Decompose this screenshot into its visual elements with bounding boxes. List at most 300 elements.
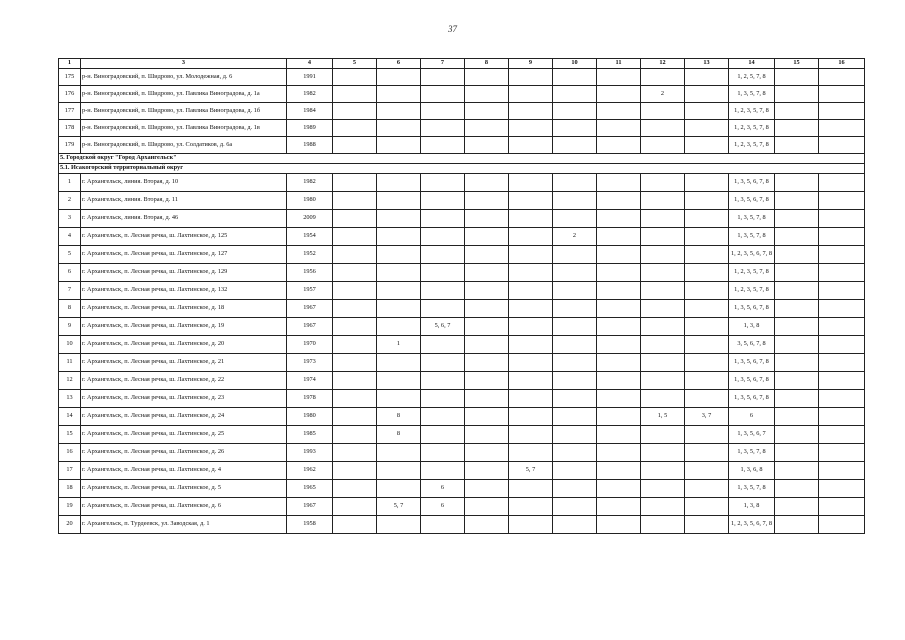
table-cell [421, 300, 465, 318]
table-cell [597, 408, 641, 426]
table-cell [685, 462, 729, 480]
table-cell [819, 210, 865, 228]
table-cell [597, 498, 641, 516]
row-number-cell: 19 [59, 498, 81, 516]
table-cell: 8 [377, 426, 421, 444]
year-cell: 1985 [287, 426, 333, 444]
table-cell [509, 120, 553, 137]
table-cell [509, 210, 553, 228]
table-cell [641, 192, 685, 210]
table-cell [775, 444, 819, 462]
table-cell [421, 228, 465, 246]
address-cell: р-н. Виноградовский, п. Шидрово, ул. Павлика Виноградова, д. 1в [81, 120, 287, 137]
table-cell [465, 354, 509, 372]
table-cell [509, 354, 553, 372]
table-cell [421, 210, 465, 228]
table-cell [465, 103, 509, 120]
table-cell [377, 137, 421, 154]
table-cell [819, 408, 865, 426]
table-cell: 1, 3, 5, 7, 8 [729, 480, 775, 498]
table-cell [685, 336, 729, 354]
table-cell [465, 120, 509, 137]
year-cell: 2009 [287, 210, 333, 228]
table-cell [775, 228, 819, 246]
table-cell [641, 462, 685, 480]
data-table [58, 58, 865, 534]
table-cell [775, 103, 819, 120]
year-cell: 1988 [287, 137, 333, 154]
row-number-cell: 8 [59, 300, 81, 318]
table-cell [775, 174, 819, 192]
table-cell [597, 120, 641, 137]
row-number-cell: 10 [59, 336, 81, 354]
table-cell [597, 480, 641, 498]
table-cell [553, 120, 597, 137]
table-cell [465, 462, 509, 480]
table-cell: 1, 3, 5, 6, 7 [729, 426, 775, 444]
table-cell [465, 336, 509, 354]
row-number-cell: 20 [59, 516, 81, 534]
table-cell [597, 426, 641, 444]
table-cell [509, 444, 553, 462]
table-cell [685, 318, 729, 336]
table-cell [333, 426, 377, 444]
section-heading-row [59, 164, 865, 174]
table-cell [597, 444, 641, 462]
table-cell [421, 444, 465, 462]
table-row [59, 498, 865, 516]
table-cell [509, 246, 553, 264]
table-cell [377, 372, 421, 390]
table-cell [509, 174, 553, 192]
year-cell: 1956 [287, 264, 333, 282]
table-cell [597, 516, 641, 534]
table-cell [509, 408, 553, 426]
column-header: 16 [819, 59, 865, 69]
row-number-cell: 3 [59, 210, 81, 228]
table-cell [641, 69, 685, 86]
table-cell [641, 300, 685, 318]
table-cell [509, 336, 553, 354]
table-cell [685, 390, 729, 408]
table-cell [775, 462, 819, 480]
table-cell [377, 462, 421, 480]
address-cell: г. Архангельск, п. Лесная речка, ш. Лахтинское, д. 24 [81, 408, 287, 426]
table-cell [685, 86, 729, 103]
table-cell [775, 69, 819, 86]
table-row [59, 264, 865, 282]
year-cell: 1980 [287, 408, 333, 426]
table-cell [641, 354, 685, 372]
table-cell [509, 69, 553, 86]
address-cell: р-н. Виноградовский, п. Шидрово, ул. Павлика Виноградова, д. 1б [81, 103, 287, 120]
row-number-cell: 9 [59, 318, 81, 336]
table-cell [819, 282, 865, 300]
table-cell [421, 120, 465, 137]
table-row [59, 210, 865, 228]
table-cell [641, 480, 685, 498]
table-cell [685, 174, 729, 192]
year-cell: 1973 [287, 354, 333, 372]
year-cell: 1970 [287, 336, 333, 354]
table-cell [465, 444, 509, 462]
address-cell: г. Архангельск, п. Лесная речка, ш. Лахтинское, д. 6 [81, 498, 287, 516]
table-cell [333, 372, 377, 390]
table-cell [465, 516, 509, 534]
table-cell [775, 480, 819, 498]
table-cell [553, 103, 597, 120]
table-cell [465, 137, 509, 154]
table-cell [421, 137, 465, 154]
table-cell [421, 174, 465, 192]
section-heading-row [59, 154, 865, 164]
address-cell: г. Архангельск, п. Лесная речка, ш. Лахтинское, д. 127 [81, 246, 287, 264]
table-cell [685, 69, 729, 86]
address-cell: г. Архангельск, п. Лесная речка, ш. Лахтинское, д. 19 [81, 318, 287, 336]
table-cell [819, 103, 865, 120]
address-cell: г. Архангельск, п. Лесная речка, ш. Лахтинское, д. 18 [81, 300, 287, 318]
table-cell: 1, 3, 8 [729, 498, 775, 516]
table-cell [421, 516, 465, 534]
table-cell [509, 192, 553, 210]
table-cell: 1, 3, 5, 6, 7, 8 [729, 354, 775, 372]
table-cell [819, 372, 865, 390]
table-cell [465, 390, 509, 408]
table-row [59, 228, 865, 246]
table-cell [775, 246, 819, 264]
table-cell [597, 228, 641, 246]
table-cell [421, 69, 465, 86]
table-cell [465, 480, 509, 498]
table-cell [377, 103, 421, 120]
table-header-row [59, 59, 865, 69]
table-cell [465, 408, 509, 426]
table-cell [819, 300, 865, 318]
table-cell [819, 318, 865, 336]
table-cell [641, 336, 685, 354]
column-header: 10 [553, 59, 597, 69]
table-cell [641, 264, 685, 282]
table-cell [597, 390, 641, 408]
table-cell [509, 282, 553, 300]
table-cell [685, 120, 729, 137]
row-number-cell: 5 [59, 246, 81, 264]
column-header: 7 [421, 59, 465, 69]
table-cell [819, 174, 865, 192]
table-cell [775, 372, 819, 390]
table-row [59, 137, 865, 154]
column-header: 15 [775, 59, 819, 69]
table-cell [377, 210, 421, 228]
table-cell: 1, 3, 5, 6, 7, 8 [729, 174, 775, 192]
year-cell: 1984 [287, 103, 333, 120]
table-cell [465, 210, 509, 228]
table-cell [553, 372, 597, 390]
table-cell [333, 444, 377, 462]
table-cell: 2 [641, 86, 685, 103]
table-cell [377, 318, 421, 336]
column-header: 13 [685, 59, 729, 69]
column-header: 12 [641, 59, 685, 69]
table-cell [819, 498, 865, 516]
table-cell [553, 462, 597, 480]
table-cell [421, 86, 465, 103]
table-cell [333, 210, 377, 228]
table-cell [553, 246, 597, 264]
table-cell [553, 498, 597, 516]
year-cell: 1978 [287, 390, 333, 408]
table-cell [509, 390, 553, 408]
table-cell: 1, 2, 3, 5, 7, 8 [729, 120, 775, 137]
table-cell [819, 444, 865, 462]
table-cell [553, 390, 597, 408]
table-cell [509, 498, 553, 516]
table-cell [421, 408, 465, 426]
table-cell: 3, 7 [685, 408, 729, 426]
table-cell [377, 444, 421, 462]
table-cell [775, 192, 819, 210]
column-header: 9 [509, 59, 553, 69]
table-cell: 1, 5 [641, 408, 685, 426]
table-cell [775, 498, 819, 516]
table-row [59, 300, 865, 318]
table-cell [465, 372, 509, 390]
table-row [59, 120, 865, 137]
address-cell: г. Архангельск, п. Лесная речка, ш. Лахтинское, д. 23 [81, 390, 287, 408]
table-cell: 1, 3, 5, 6, 7, 8 [729, 390, 775, 408]
table-cell [333, 462, 377, 480]
table-row [59, 192, 865, 210]
section-heading: 5. Городской округ "Город Архангельск" [59, 154, 865, 164]
table-row [59, 318, 865, 336]
table-cell [553, 426, 597, 444]
table-cell [775, 120, 819, 137]
year-cell: 1980 [287, 192, 333, 210]
table-row [59, 246, 865, 264]
row-number-cell: 2 [59, 192, 81, 210]
table-cell [333, 246, 377, 264]
table-cell [819, 354, 865, 372]
table-cell [421, 103, 465, 120]
row-number-cell: 176 [59, 86, 81, 103]
address-cell: г. Архангельск, п. Лесная речка, ш. Лахтинское, д. 129 [81, 264, 287, 282]
address-cell: г. Архангельск, линия. Вторая, д. 46 [81, 210, 287, 228]
table-cell [509, 480, 553, 498]
table-cell [775, 426, 819, 444]
table-row [59, 372, 865, 390]
address-cell: г. Архангельск, п. Лесная речка, ш. Лахтинское, д. 132 [81, 282, 287, 300]
table-cell: 1, 3, 5, 7, 8 [729, 444, 775, 462]
table-cell [597, 246, 641, 264]
table-cell: 1, 3, 5, 7, 8 [729, 86, 775, 103]
table-cell [465, 228, 509, 246]
table-cell [685, 426, 729, 444]
table-cell [377, 516, 421, 534]
table-cell [377, 300, 421, 318]
table-cell [685, 103, 729, 120]
table-cell [465, 426, 509, 444]
row-number-cell: 6 [59, 264, 81, 282]
table-cell [553, 210, 597, 228]
table-cell: 1, 2, 3, 5, 7, 8 [729, 264, 775, 282]
section-heading: 5.1. Исакогорский территориальный округ [59, 164, 865, 174]
table-cell [819, 246, 865, 264]
table-cell [597, 137, 641, 154]
year-cell: 1982 [287, 174, 333, 192]
table-cell [509, 264, 553, 282]
row-number-cell: 17 [59, 462, 81, 480]
table-cell [553, 336, 597, 354]
table-cell [333, 282, 377, 300]
table-cell [685, 444, 729, 462]
table-cell: 1, 3, 5, 6, 7, 8 [729, 300, 775, 318]
table-cell [333, 192, 377, 210]
table-cell [377, 120, 421, 137]
table-cell [641, 516, 685, 534]
table-cell [333, 103, 377, 120]
table-cell [597, 86, 641, 103]
table-cell [597, 372, 641, 390]
table-cell [685, 372, 729, 390]
address-cell: г. Архангельск, п. Лесная речка, ш. Лахтинское, д. 21 [81, 354, 287, 372]
table-cell: 1 [377, 336, 421, 354]
table-cell: 5, 7 [377, 498, 421, 516]
table-cell [421, 462, 465, 480]
table-cell: 5, 6, 7 [421, 318, 465, 336]
table-cell [641, 120, 685, 137]
table-row [59, 462, 865, 480]
table-cell [685, 264, 729, 282]
table-cell [597, 282, 641, 300]
table-cell: 1, 2, 3, 5, 7, 8 [729, 137, 775, 154]
table-cell [819, 390, 865, 408]
table-row [59, 480, 865, 498]
table-cell [597, 462, 641, 480]
table-cell [333, 69, 377, 86]
year-cell: 1958 [287, 516, 333, 534]
table-cell [641, 318, 685, 336]
table-cell [597, 300, 641, 318]
table-cell: 6 [421, 498, 465, 516]
table-cell [775, 516, 819, 534]
address-cell: г. Архангельск, линия. Вторая, д. 10 [81, 174, 287, 192]
table-cell [641, 137, 685, 154]
table-cell [421, 426, 465, 444]
table-cell: 1, 3, 5, 7, 8 [729, 228, 775, 246]
row-number-cell: 1 [59, 174, 81, 192]
column-header: 11 [597, 59, 641, 69]
column-header: 5 [333, 59, 377, 69]
table-cell [333, 264, 377, 282]
table-cell [685, 282, 729, 300]
table-cell [819, 228, 865, 246]
table-cell [421, 192, 465, 210]
table-cell: 1, 3, 5, 6, 7, 8 [729, 192, 775, 210]
address-cell: г. Архангельск, линия. Вторая, д. 11 [81, 192, 287, 210]
table-row [59, 444, 865, 462]
table-cell: 1, 3, 5, 7, 8 [729, 210, 775, 228]
table-cell [465, 318, 509, 336]
row-number-cell: 177 [59, 103, 81, 120]
table-cell [553, 264, 597, 282]
year-cell: 1952 [287, 246, 333, 264]
table-cell [421, 390, 465, 408]
table-cell [377, 86, 421, 103]
table-cell [421, 372, 465, 390]
column-header: 14 [729, 59, 775, 69]
table-cell [641, 174, 685, 192]
table-cell [641, 498, 685, 516]
table-body [59, 69, 865, 534]
table-cell [553, 480, 597, 498]
table-cell [333, 174, 377, 192]
table-cell [465, 498, 509, 516]
year-cell: 1989 [287, 120, 333, 137]
table-cell [819, 137, 865, 154]
column-header: 8 [465, 59, 509, 69]
table-cell: 1, 2, 3, 5, 7, 8 [729, 103, 775, 120]
column-header: 1 [59, 59, 81, 69]
row-number-cell: 175 [59, 69, 81, 86]
table-cell [685, 210, 729, 228]
table-cell [509, 516, 553, 534]
table-cell [333, 408, 377, 426]
table-cell [553, 516, 597, 534]
table-cell [819, 120, 865, 137]
row-number-cell: 15 [59, 426, 81, 444]
address-cell: г. Архангельск, п. Лесная речка, ш. Лахтинское, д. 125 [81, 228, 287, 246]
table-cell [465, 69, 509, 86]
row-number-cell: 16 [59, 444, 81, 462]
table-cell [553, 300, 597, 318]
table-cell [553, 354, 597, 372]
table-cell: 5, 7 [509, 462, 553, 480]
column-header: 6 [377, 59, 421, 69]
address-cell: г. Архангельск, п. Лесная речка, ш. Лахтинское, д. 4 [81, 462, 287, 480]
row-number-cell: 7 [59, 282, 81, 300]
table-cell [553, 444, 597, 462]
address-cell: г. Архангельск, п. Лесная речка, ш. Лахтинское, д. 22 [81, 372, 287, 390]
table-cell: 6 [421, 480, 465, 498]
table-row [59, 86, 865, 103]
address-cell: р-н. Виноградовский, п. Шидрово, ул. Павлика Виноградова, д. 1а [81, 86, 287, 103]
table-cell [685, 137, 729, 154]
table-cell [641, 228, 685, 246]
table-cell: 2 [553, 228, 597, 246]
year-cell: 1991 [287, 69, 333, 86]
table-row [59, 174, 865, 192]
table-cell [333, 354, 377, 372]
table-cell [641, 282, 685, 300]
table-row [59, 426, 865, 444]
table-cell [553, 69, 597, 86]
year-cell: 1993 [287, 444, 333, 462]
table-row [59, 103, 865, 120]
table-cell [641, 103, 685, 120]
table-cell [641, 246, 685, 264]
table-cell [553, 86, 597, 103]
table-cell [597, 192, 641, 210]
table-cell [819, 69, 865, 86]
table-row [59, 282, 865, 300]
year-cell: 1982 [287, 86, 333, 103]
table-cell [819, 516, 865, 534]
table-cell [333, 318, 377, 336]
table-row [59, 69, 865, 86]
address-cell: г. Архангельск, п. Турдеевск, ул. Заводская, д. 1 [81, 516, 287, 534]
row-number-cell: 11 [59, 354, 81, 372]
table-cell [421, 282, 465, 300]
